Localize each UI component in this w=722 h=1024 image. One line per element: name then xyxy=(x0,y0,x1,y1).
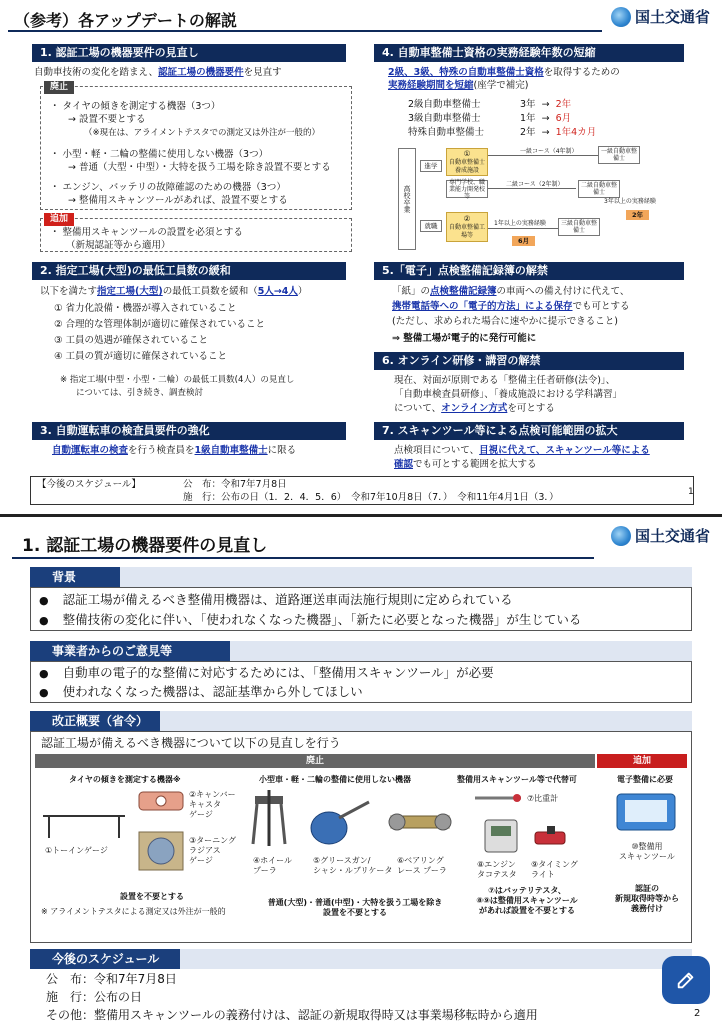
addition-item: ・ 整備用スキャンツールの設置を必須とする xyxy=(50,227,243,238)
background-bullet: ● 認証工場が備えるべき整備用機器は、道路運送車両法施行規則に定められている xyxy=(39,592,513,609)
condition-item: ① 省力化設備・機器が導入されていること xyxy=(54,303,237,314)
removal-item: → 設置不要とする xyxy=(68,114,146,125)
cert-row: 特殊自動車整備士 xyxy=(408,127,485,138)
section-5-line2: 携帯電話等への「電子的方法」による保存でも可とする xyxy=(392,301,630,312)
section-5-line1: 「紙」の点検整備記録簿の車両への備え付けに代えて、 xyxy=(392,286,630,297)
page-number: 1 xyxy=(688,487,694,497)
revision-panel xyxy=(30,731,692,943)
schedule-effective: 施 行：公布の日（1．2．4．5．6） 令和7年10月8日（7．） 令和11年4月1日（3．） xyxy=(183,492,559,503)
diagram-side-label: 高校卒業 xyxy=(398,148,416,250)
cert-row-values: 2年 → 1年4カ月 xyxy=(520,127,597,138)
section-5-header: 5.「電子」点検整備記録簿の解禁 xyxy=(374,262,684,280)
note-small-vehicle: 普通(大型)・普通(中型)・大特を扱う工場を除き 設置を不要とする xyxy=(267,898,443,917)
mlit-logo xyxy=(611,6,710,27)
background-panel xyxy=(30,587,692,631)
schedule-header: 今後のスケジュール xyxy=(30,949,692,969)
opinion-bullet: ● 使われなくなった機器は、認証基準から外してほしい xyxy=(39,684,363,701)
opinion-bullet: ● 自動車の電子的な整備に対応するためには、「整備用スキャンツール」が必要 xyxy=(39,665,494,682)
section-4-line2: 実務経験期間を短縮(座学で補完) xyxy=(388,80,529,91)
diagram-factory: ② 自動車整備工場等 xyxy=(446,212,488,242)
diagram-work: 就職 xyxy=(420,220,442,232)
page-number: 2 xyxy=(694,1008,701,1019)
category-small-vehicle: 小型車・軽・二輪の整備に使用しない機器 xyxy=(259,775,411,784)
arrow-line xyxy=(488,228,558,229)
cert-row: 3級自動車整備士 xyxy=(408,113,481,124)
toe-in-gauge-icon xyxy=(39,802,129,842)
tool-label: ⑤グリースガン/ シャシ・ルブリケータ xyxy=(313,856,393,875)
course-2-label: 二級コース（2年制） xyxy=(506,181,564,188)
section-6-line1: 現在、対面が原則である「整備主任者研修(法令)」、 xyxy=(394,375,616,386)
grade-3-box: 三級自動車整備士 xyxy=(558,218,600,236)
grease-gun-icon xyxy=(303,798,373,850)
slide-1 xyxy=(0,0,722,507)
background-bullet: ● 整備技術の変化に伴い、「使われなくなった機器」、「新たに必要となった機器」が生じている xyxy=(39,612,581,629)
bearing-race-puller-icon xyxy=(385,804,455,844)
tool-label: ①トーインゲージ xyxy=(45,846,108,855)
opinions-header: 事業者からのご意見等 xyxy=(30,641,692,661)
schedule-box xyxy=(30,476,694,505)
section-3-header: 3. 自動運転車の検査員要件の強化 xyxy=(32,422,346,440)
logo-text: 国土交通省 xyxy=(634,527,710,545)
tool-label: ②キャンバー キャスタ ゲージ xyxy=(189,790,236,819)
grade-2-box: 二級自動車整備士 xyxy=(578,180,620,198)
revision-header: 改正概要（省令） xyxy=(30,711,692,731)
category-scantool-alt: 整備用スキャンツール等で代替可 xyxy=(457,775,577,784)
section-7-line1: 点検項目について、目視に代えて、スキャンツール等による xyxy=(394,445,650,456)
section-6-line3: について、オンライン方式を可とする xyxy=(394,403,555,414)
hydrometer-icon xyxy=(473,788,523,808)
tag-add: 追加 xyxy=(44,213,74,226)
remove-bar: 廃止 xyxy=(35,754,595,768)
diagram-enter: 進学 xyxy=(420,160,442,172)
schedule-effective: 施 行：公布の日 xyxy=(46,990,143,1004)
cert-row-values: 3年 → 2年 xyxy=(520,99,572,110)
tool-label: ⑩整備用 スキャンツール xyxy=(619,842,675,861)
pencil-icon xyxy=(675,969,697,991)
schedule-publish: 公 布：令和7年7月8日 xyxy=(46,972,177,986)
tool-label: ⑥ベアリング レース プーラ xyxy=(397,856,447,875)
slide-2-title: 1. 認証工場の機器要件の見直し xyxy=(22,536,268,556)
cert-row: 2級自動車整備士 xyxy=(408,99,481,110)
section-1-header: 1. 認証工場の機器要件の見直し xyxy=(32,44,346,62)
note-tire-sub: ※ アライメントテスタによる測定又は外注が一般的 xyxy=(41,907,226,916)
removal-item: ・ タイヤの傾きを測定する機器（3つ） xyxy=(50,101,221,112)
section-5-line4: ⇒ 整備工場が電子的に発行可能に xyxy=(392,333,537,344)
cert-row-values: 1年 → 6月 xyxy=(520,113,572,124)
turning-radius-gauge-icon xyxy=(135,828,187,874)
course-1-label: 一級コース（4年制） xyxy=(520,148,578,155)
removal-item: （※現在は、アライメントテスタでの測定又は外注が一般的） xyxy=(84,128,320,138)
camber-caster-gauge-icon xyxy=(135,784,187,818)
removal-item: → 普通（大型・中型）・大特を扱う工場を除き設置不要とする xyxy=(68,162,331,173)
tool-label: ⑨タイミング ライト xyxy=(531,860,578,879)
revision-lead: 認証工場が備えるべき機器について以下の見直しを行う xyxy=(41,736,341,750)
slide-1-title: （参考）各アップデートの解説 xyxy=(14,11,237,30)
tool-label: ⑦比重計 xyxy=(527,794,559,803)
tool-label: ⑧エンジン タコテスタ xyxy=(477,860,517,879)
timing-light-icon xyxy=(531,822,571,852)
removal-item: ・ 小型・軽・二輪の整備に使用しない機器（3つ） xyxy=(50,149,269,160)
tool-label: ③ターニング ラジアス ゲージ xyxy=(189,836,237,865)
wheel-puller-icon xyxy=(247,790,291,850)
section-4-header: 4. 自動車整備士資格の実務経験年数の短縮 xyxy=(374,44,684,62)
section-6-line2: 「自動車検査員研修」、「養成施設における学科講習」 xyxy=(394,389,623,400)
tool-label: ④ホイール プーラ xyxy=(253,856,293,875)
section-5-line3: (ただし、求められた場合に速やかに提示できること) xyxy=(392,316,618,327)
category-electronic: 電子整備に必要 xyxy=(617,775,673,784)
schedule-label: 【今後のスケジュール】 xyxy=(37,479,141,490)
scan-tool-icon xyxy=(615,792,677,832)
category-tire: タイヤの傾きを測定する機器※ xyxy=(69,775,181,784)
removal-item: → 整備用スキャンツールがあれば、設置不要とする xyxy=(68,195,288,206)
section-4-line1: 2級、3級、特殊の自動車整備士資格を取得するための xyxy=(388,67,620,78)
schedule-publish: 公 布：令和7年7月8日 xyxy=(183,479,287,490)
background-header: 背景 xyxy=(30,567,692,587)
removal-item: ・ エンジン、バッテリの故障確認のための機器（3つ） xyxy=(50,182,286,193)
exp-1-new: 2年 xyxy=(626,210,649,220)
add-bar: 追加 xyxy=(597,754,687,768)
addition-item: （新規認証等から適用） xyxy=(66,240,171,251)
exp-1-label: 3年以上の実務経験 xyxy=(604,198,656,205)
mlit-emblem-icon xyxy=(611,526,631,546)
mlit-emblem-icon xyxy=(611,7,631,27)
schedule-other: その他：整備用スキャンツールの義務付けは、認証の新規取得時又は事業場移転時から適用 xyxy=(46,1008,538,1022)
note-scantool-alt: ⑦はバッテリテスタ、 ⑧⑨は整備用スキャンツール があれば設置を不要とする xyxy=(476,886,578,915)
section-2-note: ※ 指定工場(中型・小型・二輪）の最低工員数(4人）の見直し xyxy=(60,375,295,385)
title-rule xyxy=(12,557,594,559)
section-2-note: については、引き続き、調査検討 xyxy=(76,388,203,398)
opinions-panel xyxy=(30,661,692,703)
tag-remove: 廃止 xyxy=(44,81,74,94)
note-electronic: 認証の 新規取得時等から 義務付け xyxy=(615,884,679,913)
exp-2-new: 6月 xyxy=(512,236,535,246)
note-tire: 設置を不要とする xyxy=(120,892,184,901)
title-rule xyxy=(8,30,602,32)
exp-2-label: 1年以上の実務経験 xyxy=(494,220,546,227)
diagram-school: ① 自動車整備士養成施設 xyxy=(446,148,488,176)
section-3-text: 自動運転車の検査を行う検査員を1級自動車整備士に限る xyxy=(52,445,297,456)
condition-item: ② 合理的な管理体制が適切に確保されていること xyxy=(54,319,266,330)
grade-1-box: 一級自動車整備士 xyxy=(598,146,640,164)
section-2-intro: 以下を満たす指定工場(大型)の最低工員数を緩和（5人→4人） xyxy=(40,286,308,297)
mlit-logo xyxy=(611,525,710,546)
section-1-intro: 自動車技術の変化を踏まえ、認証工場の機器要件を見直す xyxy=(34,67,282,78)
section-6-header: 6. オンライン研修・講習の解禁 xyxy=(374,352,684,370)
section-7-header: 7. スキャンツール等による点検可能範囲の拡大 xyxy=(374,422,684,440)
slide-2 xyxy=(0,514,722,1024)
logo-text: 国土交通省 xyxy=(634,8,710,26)
section-2-header: 2. 指定工場(大型)の最低工員数の緩和 xyxy=(32,262,346,280)
section-7-line2: 確認でも可とする範囲を拡大する xyxy=(394,459,537,470)
edit-fab-button[interactable] xyxy=(662,956,710,1004)
engine-tachometer-icon xyxy=(483,818,519,854)
condition-item: ③ 工員の処遇が確保されていること xyxy=(54,335,209,346)
diagram-school-sub: 専門学校、職業能力開発校等 xyxy=(446,180,488,198)
condition-item: ④ 工員の質が適切に確保されていること xyxy=(54,351,228,362)
